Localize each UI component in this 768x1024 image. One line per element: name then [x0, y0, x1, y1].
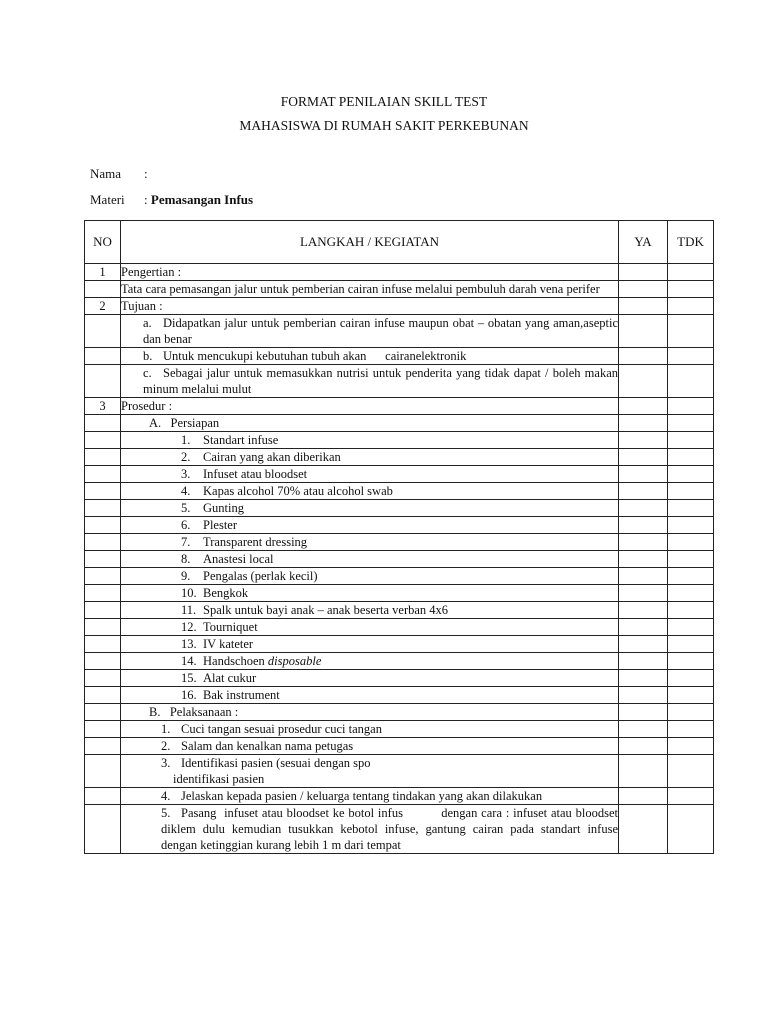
item-text: Bak instrument	[203, 688, 280, 702]
table-row	[85, 500, 714, 517]
tdk-cell[interactable]	[668, 466, 714, 483]
tdk-cell[interactable]	[668, 365, 714, 398]
table-row	[85, 602, 714, 619]
list-item	[121, 534, 619, 551]
ya-cell[interactable]	[619, 500, 668, 517]
ya-cell[interactable]	[619, 398, 668, 415]
ya-cell[interactable]	[619, 636, 668, 653]
list-item	[121, 788, 619, 805]
table-row	[85, 585, 714, 602]
list-item	[121, 568, 619, 585]
ya-cell[interactable]	[619, 466, 668, 483]
item-text: Transparent dressing	[203, 535, 308, 549]
table-row	[85, 466, 714, 483]
table-row	[85, 281, 714, 298]
tdk-cell[interactable]	[668, 432, 714, 449]
tdk-cell[interactable]	[668, 568, 714, 585]
ya-cell[interactable]	[619, 568, 668, 585]
nama-field	[90, 166, 148, 182]
header-ya: YA	[619, 221, 668, 264]
tdk-cell[interactable]	[668, 415, 714, 432]
item-text: Salam dan kenalkan nama petugas	[181, 739, 354, 753]
item-number: 14.	[181, 654, 197, 668]
ya-cell[interactable]	[619, 805, 668, 854]
tdk-cell[interactable]	[668, 534, 714, 551]
ya-cell[interactable]	[619, 585, 668, 602]
ya-cell[interactable]	[619, 315, 668, 348]
table-row	[85, 432, 714, 449]
item-number: 12.	[181, 620, 197, 634]
item-text: Untuk mencukupi kebutuhan tubuh akan cairanelektronik	[163, 349, 467, 363]
subsection-label: A. Persiapan	[121, 415, 619, 432]
ya-cell[interactable]	[619, 298, 668, 315]
table-row	[85, 348, 714, 365]
table-row	[85, 315, 714, 348]
pengertian-text: Tata cara pemasangan jalur untuk pemberian cairan infuse melalui pembuluh darah vena perifer	[121, 281, 619, 298]
materi-label: Materi	[90, 192, 125, 207]
table-row	[85, 805, 714, 854]
table-row	[85, 619, 714, 636]
item-number: 11.	[181, 603, 197, 617]
table-row	[85, 365, 714, 398]
list-item	[121, 738, 619, 755]
item-text: Cairan yang akan diberikan	[203, 450, 341, 464]
item-text-continued: identifikasi pasien	[173, 772, 265, 786]
row-number: 1	[85, 264, 121, 281]
list-item	[121, 432, 619, 449]
item-number: 1.	[161, 722, 171, 736]
ya-cell[interactable]	[619, 281, 668, 298]
item-text: Handschoen	[203, 654, 268, 668]
list-item	[121, 687, 619, 704]
list-item	[121, 551, 619, 568]
tdk-cell[interactable]	[668, 281, 714, 298]
tdk-cell[interactable]	[668, 517, 714, 534]
item-text: Jelaskan kepada pasien / keluarga tentang tindakan yang akan dilakukan	[181, 789, 543, 803]
tdk-cell[interactable]	[668, 602, 714, 619]
list-item	[121, 517, 619, 534]
table-row	[85, 398, 714, 415]
item-text: Bengkok	[203, 586, 249, 600]
ya-cell[interactable]	[619, 721, 668, 738]
form-title: FORMAT PENILAIAN SKILL TEST	[280, 94, 488, 109]
list-item	[121, 483, 619, 500]
table-row	[85, 670, 714, 687]
tdk-cell[interactable]	[668, 398, 714, 415]
section-label: Tujuan :	[121, 298, 619, 315]
item-text: Kapas alcohol 70% atau alcohol swab	[203, 484, 393, 498]
item-number: 16.	[181, 688, 197, 702]
ya-cell[interactable]	[619, 483, 668, 500]
table-row	[85, 687, 714, 704]
header-langkah: LANGKAH / KEGIATAN	[121, 221, 619, 264]
ya-cell[interactable]	[619, 738, 668, 755]
materi-value: Pemasangan Infus	[150, 192, 254, 207]
header-no: NO	[85, 221, 121, 264]
ya-cell[interactable]	[619, 602, 668, 619]
item-text: Pasang infuset atau bloodset ke botol infus dengan cara : infuset atau bloodset diklem dulu kemudian tusukkan kebotol infuse, gantung cairan pada standart infuse dengan ketinggian kurang lebih 1 m dari tempat	[161, 806, 622, 852]
item-text: Infuset atau bloodset	[203, 467, 308, 481]
item-number: 3.	[181, 467, 191, 481]
item-text: Tourniquet	[203, 620, 258, 634]
item-marker: b.	[143, 349, 153, 363]
tdk-cell[interactable]	[668, 653, 714, 670]
table-row	[85, 568, 714, 585]
tdk-cell[interactable]	[668, 738, 714, 755]
table-row	[85, 483, 714, 500]
ya-cell[interactable]	[619, 348, 668, 365]
item-text: Cuci tangan sesuai prosedur cuci tangan	[181, 722, 382, 736]
table-header-row	[85, 221, 714, 264]
section-label: Pengertian :	[121, 264, 619, 281]
tdk-cell[interactable]	[668, 788, 714, 805]
table-row	[85, 264, 714, 281]
tdk-cell[interactable]	[668, 670, 714, 687]
table-row	[85, 653, 714, 670]
tdk-cell[interactable]	[668, 500, 714, 517]
ya-cell[interactable]	[619, 365, 668, 398]
list-item	[121, 805, 622, 854]
item-text: IV kateter	[203, 637, 254, 651]
table-row	[85, 517, 714, 534]
item-number: 9.	[181, 569, 191, 583]
row-number: 2	[85, 298, 121, 315]
item-number: 4.	[161, 789, 171, 803]
list-item	[121, 585, 619, 602]
table-row	[85, 534, 714, 551]
section-label: Prosedur :	[121, 398, 619, 415]
table-row	[85, 415, 714, 432]
list-item	[121, 449, 619, 466]
item-number: 7.	[181, 535, 191, 549]
list-item	[121, 365, 619, 398]
table-row	[85, 449, 714, 466]
tdk-cell[interactable]	[668, 636, 714, 653]
list-item	[121, 348, 619, 365]
ya-cell[interactable]	[619, 551, 668, 568]
tdk-cell[interactable]	[668, 585, 714, 602]
table-row	[85, 704, 714, 721]
row-number: 3	[85, 398, 121, 415]
list-item	[121, 602, 619, 619]
table-row	[85, 788, 714, 805]
item-text: Sebagai jalur untuk memasukkan nutrisi untuk penderita yang tidak dapat / boleh makan minum melalui mulut	[143, 366, 618, 396]
materi-field	[90, 192, 253, 208]
item-text: Identifikasi pasien (sesuai dengan spo	[181, 756, 371, 770]
ya-cell[interactable]	[619, 619, 668, 636]
list-item	[121, 755, 619, 788]
tdk-cell[interactable]	[668, 721, 714, 738]
ya-cell[interactable]	[619, 755, 668, 788]
form-subtitle: MAHASISWA DI RUMAH SAKIT PERKEBUNAN	[239, 118, 529, 133]
item-text: Spalk untuk bayi anak – anak beserta verban 4x6	[203, 603, 449, 617]
item-number: 5.	[161, 806, 171, 820]
item-text: Pengalas (perlak kecil)	[203, 569, 318, 583]
tdk-cell[interactable]	[668, 619, 714, 636]
list-item	[121, 466, 619, 483]
item-text: Alat cukur	[203, 671, 257, 685]
item-number: 2.	[161, 739, 171, 753]
ya-cell[interactable]	[619, 704, 668, 721]
list-item	[121, 721, 619, 738]
tdk-cell[interactable]	[668, 483, 714, 500]
item-number: 15.	[181, 671, 197, 685]
tdk-cell[interactable]	[668, 687, 714, 704]
item-number: 6.	[181, 518, 191, 532]
persiapan-list	[85, 432, 714, 704]
list-item	[121, 500, 619, 517]
item-number: 2.	[181, 450, 191, 464]
tdk-cell[interactable]	[668, 805, 714, 854]
table-row	[85, 738, 714, 755]
ya-cell[interactable]	[619, 432, 668, 449]
tdk-cell[interactable]	[668, 298, 714, 315]
item-text: Didapatkan jalur untuk pemberian cairan infuse maupun obat – obatan yang aman,aseptic dan benar	[143, 316, 618, 346]
tdk-cell[interactable]	[668, 551, 714, 568]
list-item	[121, 670, 619, 687]
tdk-cell[interactable]	[668, 704, 714, 721]
item-number: 4.	[181, 484, 191, 498]
list-item	[121, 636, 619, 653]
ya-cell[interactable]	[619, 449, 668, 466]
item-text-italic: disposable	[267, 654, 322, 668]
ya-cell[interactable]	[619, 264, 668, 281]
tdk-cell[interactable]	[668, 264, 714, 281]
table-row	[85, 755, 714, 788]
item-text: Anastesi local	[203, 552, 274, 566]
tdk-cell[interactable]	[668, 315, 714, 348]
header-tdk: TDK	[668, 221, 714, 264]
ya-cell[interactable]	[619, 534, 668, 551]
ya-cell[interactable]	[619, 415, 668, 432]
item-number: 1.	[181, 433, 191, 447]
ya-cell[interactable]	[619, 517, 668, 534]
ya-cell[interactable]	[619, 788, 668, 805]
nama-separator: :	[144, 166, 148, 181]
table-row	[85, 721, 714, 738]
tdk-cell[interactable]	[668, 348, 714, 365]
ya-cell[interactable]	[619, 670, 668, 687]
table-row	[85, 298, 714, 315]
assessment-table	[84, 220, 714, 854]
ya-cell[interactable]	[619, 653, 668, 670]
item-text: Standart infuse	[203, 433, 279, 447]
tdk-cell[interactable]	[668, 755, 714, 788]
table-row	[85, 636, 714, 653]
list-item	[121, 619, 619, 636]
nama-label: Nama	[90, 166, 122, 181]
item-text: Gunting	[203, 501, 244, 515]
subsection-label: B. Pelaksanaan :	[121, 704, 619, 721]
item-marker: a.	[143, 316, 152, 330]
item-marker: c.	[143, 366, 152, 380]
item-number: 3.	[161, 756, 171, 770]
tdk-cell[interactable]	[668, 449, 714, 466]
item-number: 5.	[181, 501, 191, 515]
ya-cell[interactable]	[619, 687, 668, 704]
item-number: 8.	[181, 552, 191, 566]
item-number: 13.	[181, 637, 197, 651]
list-item	[121, 315, 619, 348]
item-text: Plester	[203, 518, 238, 532]
materi-separator: :	[144, 192, 148, 207]
item-number: 10.	[181, 586, 197, 600]
table-row	[85, 551, 714, 568]
list-item	[121, 653, 619, 670]
